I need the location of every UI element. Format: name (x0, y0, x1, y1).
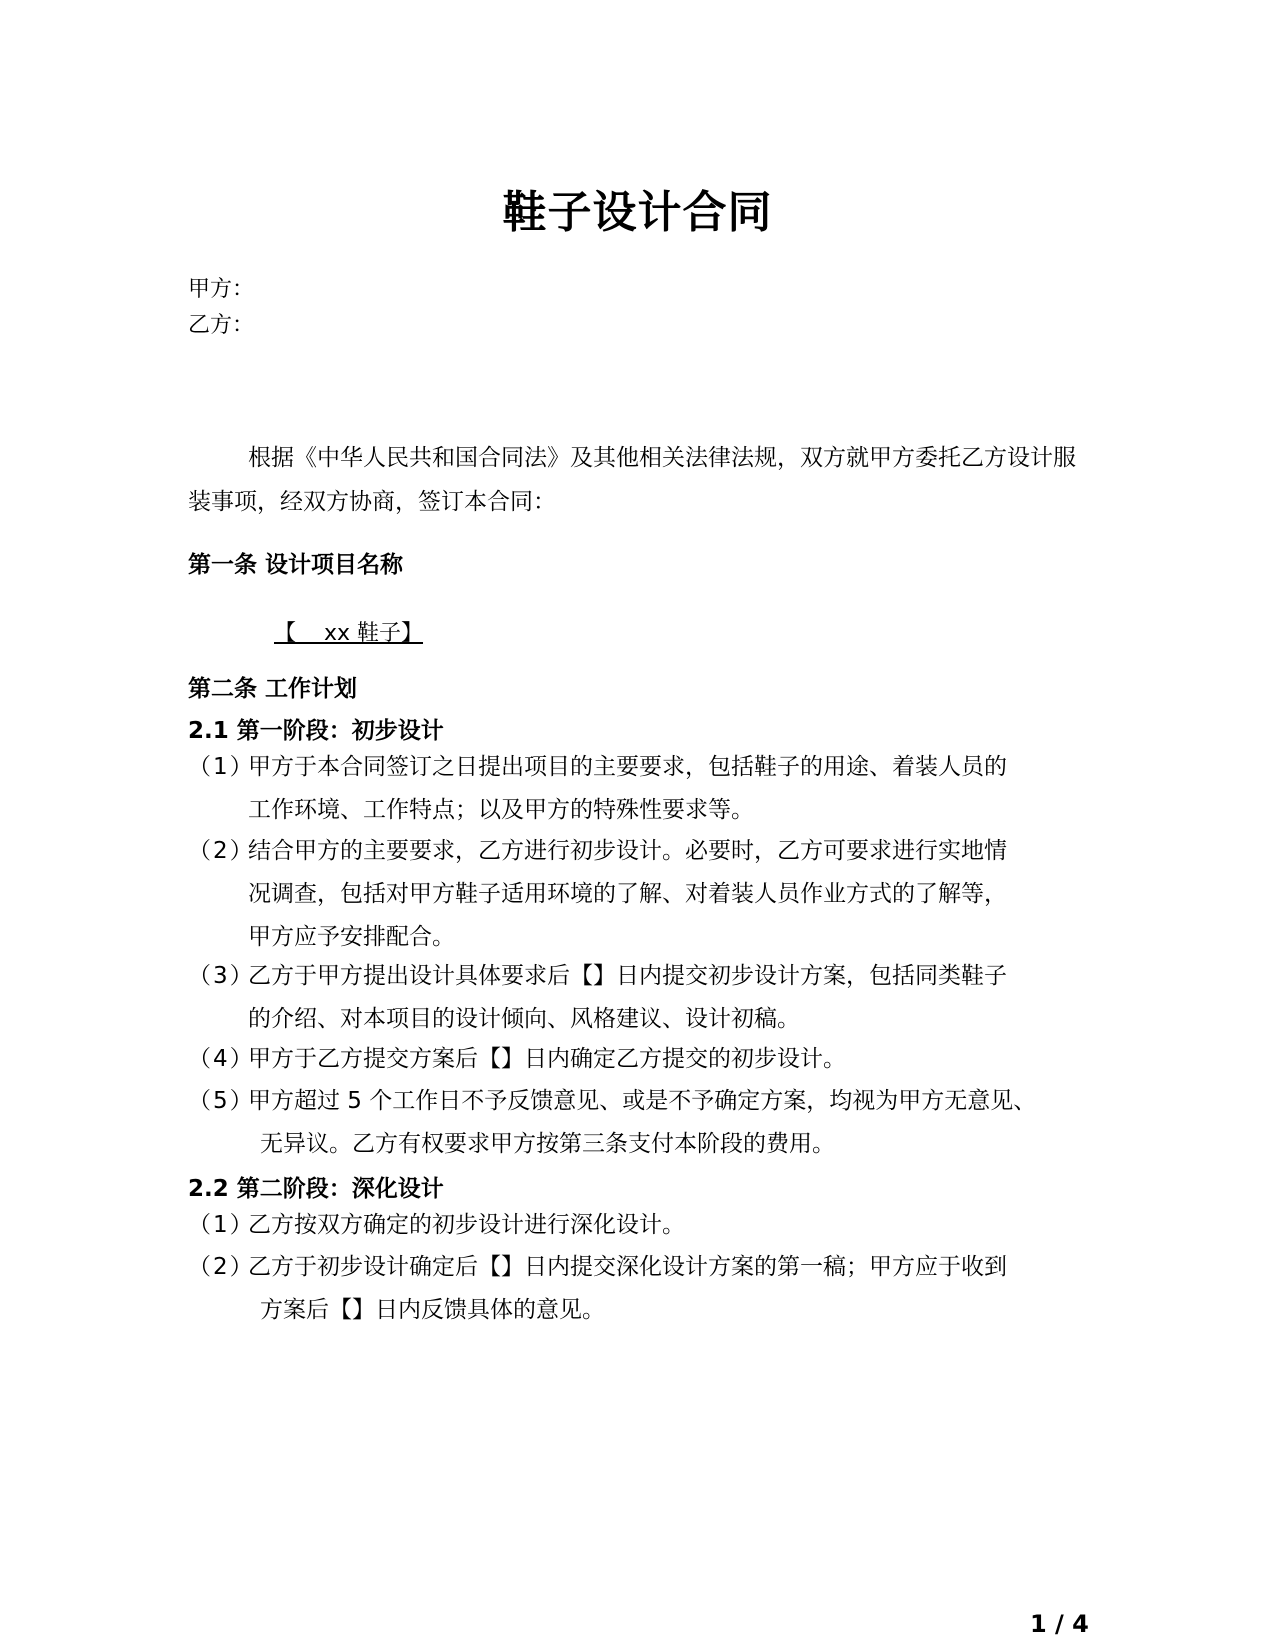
stage-2-heading: 2.2 第二阶段：深化设计 (188, 1176, 444, 1202)
clause-item (188, 1080, 1088, 1166)
clause-text: 的介绍、对本项目的设计倾向、风格建议、设计初稿。 (248, 1006, 800, 1032)
clause-number: （3） (188, 963, 255, 989)
party-b-label: 乙方： (188, 313, 255, 338)
clause-text: 况调查，包括对甲方鞋子适用环境的了解、对着装人员作业方式的了解等， (248, 881, 1007, 907)
clause-number: （1） (188, 754, 255, 780)
clause-number: （2） (188, 1254, 255, 1280)
preamble-paragraph: 根据《中华人民共和国合同法》及其他相关法律法规，双方就甲方委托乙方设计服装事项，经双方协商，签订本合同： (188, 445, 1076, 515)
clause-text: 甲方应予安排配合。 (248, 924, 455, 950)
clause-item (188, 955, 1088, 1041)
clause-text: 无异议。乙方有权要求甲方按第三条支付本阶段的费用。 (260, 1131, 835, 1157)
page-number: 1 / 4 (1030, 1610, 1089, 1638)
clause-item (188, 1204, 1088, 1247)
clause-text: 甲方于本合同签订之日提出项目的主要要求，包括鞋子的用途、着装人员的 (248, 754, 1007, 780)
clause-text: 方案后【】日内反馈具体的意见。 (260, 1297, 605, 1323)
clause-text: 工作环境、工作特点；以及甲方的特殊性要求等。 (248, 797, 754, 823)
article-1-heading: 第一条 设计项目名称 (188, 552, 404, 578)
clause-number: （4） (188, 1046, 255, 1072)
clause-item (188, 1038, 1088, 1081)
clause-text: 结合甲方的主要要求，乙方进行初步设计。必要时，乙方可要求进行实地情 (248, 838, 1007, 864)
clause-item (188, 1246, 1088, 1332)
clause-text: 乙方于甲方提出设计具体要求后【】日内提交初步设计方案，包括同类鞋子 (248, 963, 1007, 989)
clause-number: （5） (188, 1088, 255, 1114)
clause-text: 乙方于初步设计确定后【】日内提交深化设计方案的第一稿；甲方应于收到 (248, 1254, 1007, 1280)
clause-item (188, 830, 1088, 959)
article-2-heading: 第二条 工作计划 (188, 676, 358, 702)
party-a-label: 甲方： (188, 277, 255, 302)
clause-number: （2） (188, 838, 255, 864)
clause-text: 乙方按双方确定的初步设计进行深化设计。 (248, 1212, 685, 1238)
clause-text: 甲方于乙方提交方案后【】日内确定乙方提交的初步设计。 (248, 1046, 846, 1072)
clause-item (188, 746, 1088, 832)
clause-text: 甲方超过 5 个工作日不予反馈意见、或是不予确定方案，均视为甲方无意见、 (248, 1088, 1037, 1114)
stage-1-heading: 2.1 第一阶段：初步设计 (188, 718, 444, 744)
document-title: 鞋子设计合同 (502, 187, 773, 238)
clause-number: （1） (188, 1212, 255, 1238)
project-name: 【 xx 鞋子】 (274, 621, 424, 646)
